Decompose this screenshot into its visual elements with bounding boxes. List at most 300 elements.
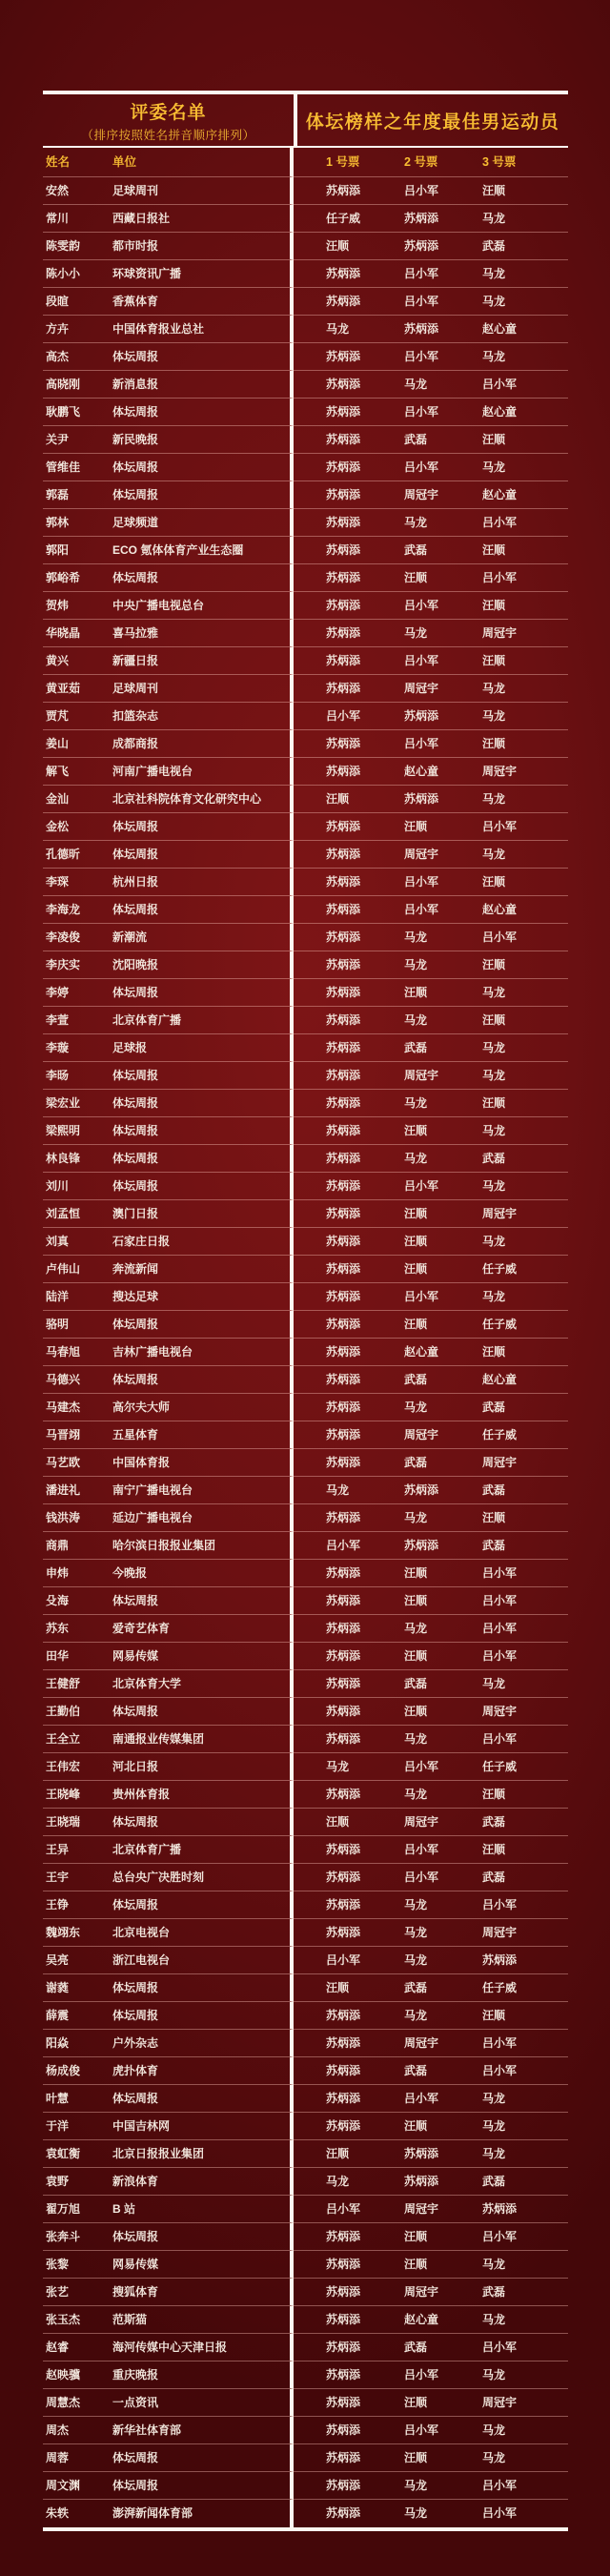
vote-1: 苏炳添 [326, 1400, 361, 1414]
judge-name: 陈小小 [46, 267, 81, 280]
vote-2: 汪顺 [404, 2451, 428, 2464]
vote-3: 马龙 [482, 267, 506, 280]
judge-unit: 体坛周报 [112, 1179, 159, 1193]
vote-2: 汪顺 [404, 986, 428, 999]
judge-unit: 体坛周报 [112, 2230, 159, 2243]
vote-3: 马龙 [482, 2451, 506, 2464]
vote-3: 汪顺 [482, 737, 506, 750]
vote-3: 任子威 [482, 1428, 518, 1441]
vote-3: 马龙 [482, 848, 506, 861]
judge-name: 梁熙明 [46, 1124, 81, 1137]
judge-unit: 体坛周报 [112, 460, 159, 474]
vote-1: 苏炳添 [326, 958, 361, 971]
table-row [43, 1532, 568, 1560]
vote-2: 苏炳添 [404, 322, 439, 336]
vote-2: 吕小军 [404, 737, 439, 750]
vote-1: 苏炳添 [326, 2313, 361, 2326]
vote-1: 苏炳添 [326, 1041, 361, 1054]
judge-name: 郭峪希 [46, 571, 81, 584]
vote-2: 苏炳添 [404, 1539, 439, 1552]
vote-2: 周冠宇 [404, 1069, 439, 1082]
vote-2: 吕小军 [404, 903, 439, 916]
vote-3: 任子威 [482, 1981, 518, 1994]
judge-unit: 体坛周报 [112, 1096, 159, 1110]
vote-2: 吕小军 [404, 267, 439, 280]
judge-unit: 户外杂志 [112, 2036, 159, 2050]
vote-3: 吕小军 [482, 2036, 518, 2050]
judge-name: 段暄 [46, 295, 70, 308]
judge-name: 林良锋 [46, 1152, 81, 1165]
judge-unit: 贵州体育报 [112, 1788, 171, 1801]
vote-1: 苏炳添 [326, 654, 361, 667]
table-row [43, 1781, 568, 1809]
vote-3: 吕小军 [482, 1732, 518, 1746]
table-row [43, 1615, 568, 1643]
judge-name: 王勤伯 [46, 1705, 81, 1718]
vote-3: 马龙 [482, 2092, 506, 2105]
vote-3: 马龙 [482, 2368, 506, 2382]
judge-name: 王伟宏 [46, 1760, 81, 1773]
judge-name: 黄亚茹 [46, 682, 81, 695]
col-header-vote1: 1 号票 [326, 155, 360, 169]
table-row [43, 2057, 568, 2085]
vote-1: 苏炳添 [326, 2423, 361, 2437]
table-row [43, 813, 568, 841]
judge-name: 钱洪涛 [46, 1511, 81, 1524]
vote-2: 吕小军 [404, 2368, 439, 2382]
judge-unit: 新浪体育 [112, 2175, 159, 2188]
vote-1: 苏炳添 [326, 405, 361, 419]
judge-name: 王宇 [46, 1871, 70, 1884]
judge-unit: ECO 氪体体育产业生态圈 [112, 543, 244, 557]
vote-3: 吕小军 [482, 2479, 518, 2492]
vote-1: 苏炳添 [326, 1622, 361, 1635]
table-title-row [43, 94, 568, 146]
vote-2: 吕小军 [404, 295, 439, 308]
judge-unit: 中国体育报业总社 [112, 322, 205, 336]
vote-2: 汪顺 [404, 1649, 428, 1663]
vote-2: 吕小军 [404, 460, 439, 474]
vote-1: 苏炳添 [326, 986, 361, 999]
judge-unit: 体坛周报 [112, 1815, 159, 1829]
judge-name: 陈雯韵 [46, 239, 81, 253]
vote-3: 汪顺 [482, 184, 506, 197]
table-row [43, 979, 568, 1007]
table-row [43, 786, 568, 813]
judge-unit: 成都商报 [112, 737, 159, 750]
voting-table [43, 91, 568, 2531]
vote-3: 马龙 [482, 1235, 506, 1248]
judge-unit: 体坛周报 [112, 571, 159, 584]
judge-name: 李凌俊 [46, 930, 81, 944]
table-row [43, 1947, 568, 1974]
vote-3: 任子威 [482, 1318, 518, 1331]
judge-unit: 足球周刊 [112, 184, 159, 197]
vote-3: 武磊 [482, 1871, 506, 1884]
table-row [43, 1366, 568, 1394]
vote-2: 武磊 [404, 1981, 428, 1994]
vote-2: 汪顺 [404, 1566, 428, 1580]
judge-name: 赵映骥 [46, 2368, 81, 2382]
judge-name: 谢蕤 [46, 1981, 70, 1994]
vote-2: 吕小军 [404, 1760, 439, 1773]
vote-3: 周冠宇 [482, 1705, 518, 1718]
judge-name: 吴亮 [46, 1953, 70, 1967]
judge-name: 刘川 [46, 1179, 70, 1193]
vote-3: 马龙 [482, 2119, 506, 2133]
table-row [43, 233, 568, 260]
table-row [43, 1504, 568, 1532]
vote-1: 苏炳添 [326, 2092, 361, 2105]
judge-unit: 体坛周报 [112, 1152, 159, 1165]
table-row [43, 2361, 568, 2389]
vote-3: 吕小军 [482, 516, 518, 529]
vote-3: 马龙 [482, 350, 506, 363]
judge-name: 安然 [46, 184, 70, 197]
table-row [43, 2030, 568, 2057]
judge-name: 李琛 [46, 875, 70, 889]
vote-3: 汪顺 [482, 654, 506, 667]
judge-name: 翟万旭 [46, 2202, 81, 2216]
table-row [43, 592, 568, 620]
vote-3: 吕小军 [482, 378, 518, 391]
vote-1: 苏炳添 [326, 1677, 361, 1690]
table-row [43, 951, 568, 979]
vote-1: 苏炳添 [326, 2396, 361, 2409]
table-row [43, 177, 568, 205]
vote-3: 任子威 [482, 1262, 518, 1276]
vote-3: 武磊 [482, 239, 506, 253]
judge-name: 李璇 [46, 1041, 70, 1054]
vote-2: 马龙 [404, 1622, 428, 1635]
vote-1: 苏炳添 [326, 2258, 361, 2271]
vote-1: 苏炳添 [326, 1566, 361, 1580]
judge-name: 马德兴 [46, 1373, 81, 1386]
judge-unit: 网易传媒 [112, 2258, 159, 2271]
judge-unit: 扣篮杂志 [112, 709, 159, 723]
vote-1: 苏炳添 [326, 737, 361, 750]
vote-1: 苏炳添 [326, 1318, 361, 1331]
judge-name: 黄兴 [46, 654, 70, 667]
judge-name: 郭磊 [46, 488, 70, 501]
vote-1: 苏炳添 [326, 1843, 361, 1856]
vote-1: 苏炳添 [326, 820, 361, 833]
judge-unit: 西藏日报社 [112, 212, 171, 225]
vote-3: 汪顺 [482, 1345, 506, 1359]
vote-2: 汪顺 [404, 2119, 428, 2133]
vote-1: 苏炳添 [326, 2036, 361, 2050]
table-row [43, 1062, 568, 1090]
judge-unit: 澎湃新闻体育部 [112, 2506, 193, 2520]
vote-1: 苏炳添 [326, 571, 361, 584]
judge-name: 常川 [46, 212, 70, 225]
table-row [43, 1919, 568, 1947]
judge-name: 刘真 [46, 1235, 70, 1248]
table-row [43, 1864, 568, 1891]
judge-unit: 南宁广播电视台 [112, 1483, 193, 1497]
vote-1: 汪顺 [326, 2147, 350, 2160]
vote-2: 苏炳添 [404, 709, 439, 723]
vote-3: 马龙 [482, 709, 506, 723]
vote-2: 武磊 [404, 1456, 428, 1469]
vote-2: 汪顺 [404, 1207, 428, 1220]
vote-2: 马龙 [404, 1953, 428, 1967]
vote-3: 周冠宇 [482, 1926, 518, 1939]
vote-3: 苏炳添 [482, 1953, 518, 1967]
vote-1: 吕小军 [326, 2202, 361, 2216]
vote-3: 马龙 [482, 1124, 506, 1137]
judge-unit: 体坛周报 [112, 2092, 159, 2105]
judge-name: 杨成俊 [46, 2064, 81, 2077]
table-row [43, 869, 568, 896]
vote-1: 苏炳添 [326, 1732, 361, 1746]
judge-unit: 吉林广播电视台 [112, 1345, 193, 1359]
table-row [43, 1698, 568, 1726]
vote-2: 苏炳添 [404, 2175, 439, 2188]
table-row [43, 2500, 568, 2527]
table-row [43, 2085, 568, 2113]
vote-2: 吕小军 [404, 1871, 439, 1884]
judge-name: 朱轶 [46, 2506, 70, 2520]
vote-1: 苏炳添 [326, 2506, 361, 2520]
judge-unit: 体坛周报 [112, 2009, 159, 2022]
vote-1: 苏炳添 [326, 848, 361, 861]
vote-2: 吕小军 [404, 184, 439, 197]
vote-3: 周冠宇 [482, 765, 518, 778]
vote-1: 苏炳添 [326, 1345, 361, 1359]
judge-unit: 体坛周报 [112, 1373, 159, 1386]
judge-unit: 体坛周报 [112, 820, 159, 833]
table-row [43, 1311, 568, 1339]
judge-name: 阳焱 [46, 2036, 70, 2050]
vote-3: 汪顺 [482, 875, 506, 889]
table-row [43, 260, 568, 288]
judge-name: 申炜 [46, 1566, 70, 1580]
vote-1: 苏炳添 [326, 1511, 361, 1524]
judge-unit: 哈尔滨日报报业集团 [112, 1539, 216, 1552]
judge-unit: 足球频道 [112, 516, 159, 529]
vote-3: 马龙 [482, 1677, 506, 1690]
judge-name: 刘孟恒 [46, 1207, 81, 1220]
col-header-vote2: 2 号票 [404, 155, 438, 169]
judge-unit: 体坛周报 [112, 1124, 159, 1137]
judge-unit: 北京日报报业集团 [112, 2147, 205, 2160]
judge-unit: 河北日报 [112, 1760, 159, 1773]
judge-name: 周蓉 [46, 2451, 70, 2464]
table-row [43, 2279, 568, 2306]
vote-3: 赵心童 [482, 322, 518, 336]
vote-2: 马龙 [404, 2009, 428, 2022]
vote-1: 苏炳添 [326, 1926, 361, 1939]
vote-1: 任子威 [326, 212, 361, 225]
judge-unit: 北京体育大学 [112, 1677, 182, 1690]
vote-1: 苏炳添 [326, 2479, 361, 2492]
vote-1: 苏炳添 [326, 433, 361, 446]
vote-1: 吕小军 [326, 1953, 361, 1967]
vote-3: 马龙 [482, 986, 506, 999]
judge-unit: 澳门日报 [112, 1207, 159, 1220]
vote-3: 周冠宇 [482, 2396, 518, 2409]
judge-name: 李庆实 [46, 958, 81, 971]
judge-name: 赵睿 [46, 2341, 70, 2354]
vote-3: 马龙 [482, 2423, 506, 2437]
vote-2: 武磊 [404, 1677, 428, 1690]
vote-3: 马龙 [482, 1179, 506, 1193]
judge-name: 王健舒 [46, 1677, 81, 1690]
table-row [43, 1560, 568, 1587]
vote-2: 吕小军 [404, 1843, 439, 1856]
table-row [43, 2444, 568, 2472]
table-row [43, 1228, 568, 1256]
vote-1: 苏炳添 [326, 2451, 361, 2464]
judge-unit: 网易传媒 [112, 1649, 159, 1663]
vote-1: 苏炳添 [326, 1594, 361, 1607]
judge-name: 薛震 [46, 2009, 70, 2022]
vote-2: 汪顺 [404, 1124, 428, 1137]
vote-1: 汪顺 [326, 239, 350, 253]
table-row [43, 2472, 568, 2500]
vote-2: 周冠宇 [404, 1815, 439, 1829]
judge-name: 于洋 [46, 2119, 70, 2133]
vote-2: 赵心童 [404, 1345, 439, 1359]
judge-unit: 新民晚报 [112, 433, 159, 446]
vote-1: 马龙 [326, 2175, 350, 2188]
vote-1: 苏炳添 [326, 875, 361, 889]
table-row [43, 399, 568, 426]
vote-2: 武磊 [404, 433, 428, 446]
judge-name: 贺炜 [46, 599, 70, 612]
vote-2: 苏炳添 [404, 1483, 439, 1497]
vote-1: 苏炳添 [326, 2230, 361, 2243]
judge-name: 田华 [46, 1649, 70, 1663]
judge-name: 马晋翊 [46, 1428, 81, 1441]
judge-unit: 体坛周报 [112, 488, 159, 501]
judge-name: 袁虹衡 [46, 2147, 81, 2160]
judge-name: 金汕 [46, 792, 70, 806]
table-row [43, 1256, 568, 1283]
judge-name: 周慧杰 [46, 2396, 81, 2409]
judge-unit: 中央广播电视总台 [112, 599, 205, 612]
judge-unit: 足球周刊 [112, 682, 159, 695]
vote-2: 吕小军 [404, 654, 439, 667]
judge-unit: 体坛周报 [112, 2451, 159, 2464]
judge-unit: 中国吉林网 [112, 2119, 171, 2133]
table-row [43, 2306, 568, 2334]
vote-3: 马龙 [482, 1041, 506, 1054]
table-row [43, 2334, 568, 2361]
vote-3: 汪顺 [482, 2009, 506, 2022]
table-row [43, 564, 568, 592]
vote-2: 苏炳添 [404, 212, 439, 225]
judge-name: 王晓峰 [46, 1788, 81, 1801]
vote-1: 苏炳添 [326, 1235, 361, 1248]
judge-unit: 体坛周报 [112, 986, 159, 999]
vote-2: 汪顺 [404, 2230, 428, 2243]
judge-unit: 沈阳晚报 [112, 958, 159, 971]
judge-unit: 体坛周报 [112, 1898, 159, 1912]
judge-name: 张黎 [46, 2258, 70, 2271]
vote-2: 马龙 [404, 516, 428, 529]
vote-2: 马龙 [404, 378, 428, 391]
judge-unit: 浙江电视台 [112, 1953, 171, 1967]
judge-name: 商鼎 [46, 1539, 70, 1552]
judge-unit: 体坛周报 [112, 2479, 159, 2492]
judge-unit: 足球报 [112, 1041, 148, 1054]
judge-unit: 搜达足球 [112, 1290, 159, 1303]
vote-1: 苏炳添 [326, 378, 361, 391]
table-row [43, 2168, 568, 2196]
vote-1: 苏炳添 [326, 1649, 361, 1663]
judge-unit: B 站 [112, 2202, 136, 2216]
vote-1: 苏炳添 [326, 1871, 361, 1884]
judge-unit: 石家庄日报 [112, 1235, 171, 1248]
vote-1: 吕小军 [326, 709, 361, 723]
judge-unit: 范斯猫 [112, 2313, 148, 2326]
vote-3: 马龙 [482, 2258, 506, 2271]
vote-3: 吕小军 [482, 820, 518, 833]
table-row [43, 1477, 568, 1504]
vote-2: 周冠宇 [404, 682, 439, 695]
table-body [43, 177, 568, 2527]
judge-name: 周杰 [46, 2423, 70, 2437]
vote-2: 汪顺 [404, 2258, 428, 2271]
judge-name: 李海龙 [46, 903, 81, 916]
judge-unit: 环球资讯广播 [112, 267, 182, 280]
judge-unit: 海河传媒中心天津日报 [112, 2341, 228, 2354]
vote-2: 吕小军 [404, 2423, 439, 2437]
table-row [43, 288, 568, 316]
table-row [43, 537, 568, 564]
table-row [43, 454, 568, 481]
table-row [43, 371, 568, 399]
judge-name: 解飞 [46, 765, 70, 778]
vote-1: 苏炳添 [326, 1207, 361, 1220]
vote-3: 苏炳添 [482, 2202, 518, 2216]
vote-2: 赵心童 [404, 2313, 439, 2326]
judge-unit: 体坛周报 [112, 1705, 159, 1718]
table-row [43, 1753, 568, 1781]
vote-3: 吕小军 [482, 1566, 518, 1580]
vote-1: 苏炳添 [326, 1373, 361, 1386]
table-row [43, 924, 568, 951]
vote-3: 汪顺 [482, 599, 506, 612]
vote-3: 吕小军 [482, 571, 518, 584]
table-row [43, 509, 568, 537]
table-row [43, 481, 568, 509]
vote-3: 汪顺 [482, 543, 506, 557]
vote-1: 苏炳添 [326, 543, 361, 557]
vote-3: 马龙 [482, 792, 506, 806]
vote-1: 苏炳添 [326, 626, 361, 640]
judge-name: 李萱 [46, 1013, 70, 1027]
table-row [43, 1394, 568, 1421]
table-row [43, 730, 568, 758]
vote-3: 赵心童 [482, 405, 518, 419]
vote-3: 吕小军 [482, 1594, 518, 1607]
vote-2: 汪顺 [404, 1705, 428, 1718]
table-row [43, 758, 568, 786]
judge-unit: 北京社科院体育文化研究中心 [112, 792, 262, 806]
table-row [43, 896, 568, 924]
judge-unit: 今晚报 [112, 1566, 148, 1580]
vote-3: 吕小军 [482, 2506, 518, 2520]
vote-2: 汪顺 [404, 1235, 428, 1248]
vote-2: 马龙 [404, 1926, 428, 1939]
vote-1: 苏炳添 [326, 2009, 361, 2022]
judge-name: 骆明 [46, 1318, 70, 1331]
vote-2: 吕小军 [404, 875, 439, 889]
vote-2: 武磊 [404, 543, 428, 557]
